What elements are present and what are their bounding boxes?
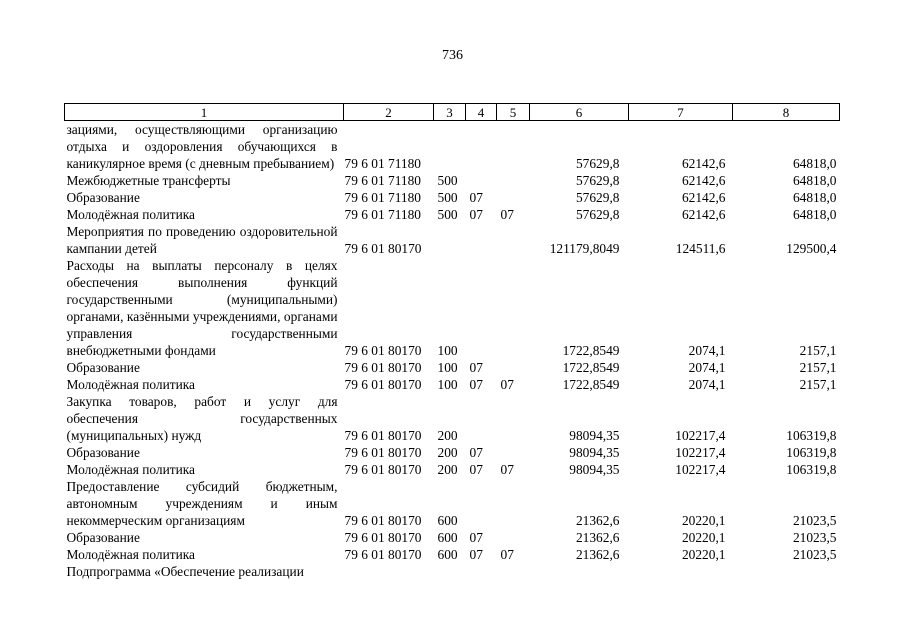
row-col-3 [434, 121, 466, 173]
row-col-4 [466, 121, 497, 173]
row-value-7: 20220,1 [681, 513, 726, 528]
table-row [65, 172, 840, 189]
header-col-5: 5 [497, 104, 530, 121]
row-col-5 [497, 172, 530, 189]
header-col-2: 2 [344, 104, 434, 121]
row-value-8: 64818,0 [792, 173, 837, 188]
row-value-8: 2157,1 [799, 377, 837, 392]
row-name: Молодёжная политика [66, 377, 196, 392]
row-col-5 [497, 563, 530, 580]
table-row [65, 393, 840, 444]
row-col-4: 07 [469, 207, 483, 222]
row-col-4: 07 [469, 360, 483, 375]
table-row [65, 563, 840, 580]
row-value-6: 57629,8 [575, 173, 620, 188]
table-row [65, 206, 840, 223]
row-code: 79 6 01 80170 [344, 462, 422, 477]
table-row [65, 376, 840, 393]
table-row [65, 546, 840, 563]
row-code: 79 6 01 80170 [344, 513, 422, 528]
row-value-8: 21023,5 [792, 530, 837, 545]
row-value-7: 62142,6 [681, 156, 726, 171]
row-value-6: 57629,8 [575, 207, 620, 222]
row-col-4 [466, 393, 497, 444]
row-col-3: 600 [437, 547, 458, 562]
row-value-7: 124511,6 [675, 241, 726, 256]
row-col-3: 500 [437, 173, 458, 188]
row-value-6 [530, 563, 629, 580]
row-value-7: 20220,1 [681, 530, 726, 545]
row-col-4: 07 [469, 462, 483, 477]
row-col-3: 500 [437, 190, 458, 205]
row-name: Молодёжная политика [66, 462, 196, 477]
header-col-6: 6 [530, 104, 629, 121]
row-col-5 [497, 444, 530, 461]
header-col-1: 1 [65, 104, 344, 121]
row-code: 79 6 01 80170 [344, 445, 422, 460]
row-value-7: 62142,6 [681, 207, 726, 222]
row-col-5 [497, 257, 530, 359]
row-value-6: 1722,8549 [562, 343, 620, 358]
table-row [65, 189, 840, 206]
row-value-7: 20220,1 [681, 547, 726, 562]
row-col-3: 600 [437, 513, 458, 528]
row-code: 79 6 01 80170 [344, 428, 422, 443]
row-value-8: 64818,0 [792, 207, 837, 222]
row-col-3: 100 [437, 360, 458, 375]
table-row [65, 444, 840, 461]
row-col-5 [497, 189, 530, 206]
row-col-5 [497, 529, 530, 546]
row-value-7: 102217,4 [675, 462, 726, 477]
table-row [65, 461, 840, 478]
row-value-6: 98094,35 [569, 428, 620, 443]
row-code: 79 6 01 71180 [344, 173, 421, 188]
row-value-6: 21362,6 [575, 547, 620, 562]
row-col-4: 07 [469, 547, 483, 562]
row-value-8: 2157,1 [799, 360, 837, 375]
row-code: 79 6 01 71180 [344, 207, 421, 222]
row-value-6: 1722,8549 [562, 360, 620, 375]
row-name: Расходы на выплаты персоналу в целях обеспечения выполнения функций государственными (муниципальными) органами, казёнными учреждениями, органами управления государственными внебюджетными фондами [66, 258, 338, 358]
row-value-8: 129500,4 [786, 241, 837, 256]
row-col-5: 07 [500, 377, 514, 392]
row-col-3: 100 [437, 377, 458, 392]
row-name: Образование [66, 360, 140, 375]
row-value-7: 2074,1 [688, 343, 726, 358]
row-value-8: 21023,5 [792, 547, 837, 562]
row-code: 79 6 01 80170 [344, 241, 422, 256]
row-col-4: 07 [469, 530, 483, 545]
row-value-6: 21362,6 [575, 513, 620, 528]
table-row [65, 359, 840, 376]
row-name: Межбюджетные трансферты [66, 173, 231, 188]
row-value-7: 62142,6 [681, 190, 726, 205]
row-value-8: 64818,0 [792, 156, 837, 171]
row-col-3: 500 [437, 207, 458, 222]
row-col-3: 200 [437, 445, 458, 460]
row-name: Закупка товаров, работ и услуг для обеспечения государственных (муниципальных) нужд [66, 394, 338, 443]
row-name: Образование [66, 190, 140, 205]
row-col-3 [434, 223, 466, 257]
table-row [65, 257, 840, 359]
row-name: Подпрограмма «Обеспечение реализации [66, 564, 304, 579]
row-col-4: 07 [469, 377, 483, 392]
row-name: Образование [66, 445, 140, 460]
table-row [65, 121, 840, 173]
header-col-8: 8 [733, 104, 840, 121]
table-row [65, 223, 840, 257]
table-row [65, 478, 840, 529]
row-code: 79 6 01 71180 [344, 190, 421, 205]
row-name: Мероприятия по проведению оздоровительной кампании детей [66, 224, 338, 256]
row-col-3: 600 [437, 530, 458, 545]
row-code: 79 6 01 80170 [344, 530, 422, 545]
table-body [65, 121, 840, 581]
row-value-8 [733, 563, 840, 580]
row-code: 79 6 01 80170 [344, 343, 422, 358]
row-col-3: 200 [437, 428, 458, 443]
row-value-6: 21362,6 [575, 530, 620, 545]
row-value-8: 106319,8 [786, 445, 837, 460]
row-value-8: 2157,1 [799, 343, 837, 358]
table-row [65, 529, 840, 546]
row-col-4 [466, 172, 497, 189]
row-col-5 [497, 223, 530, 257]
row-col-5 [497, 393, 530, 444]
header-col-4: 4 [466, 104, 497, 121]
row-value-8: 106319,8 [786, 428, 837, 443]
row-name: Молодёжная политика [66, 207, 196, 222]
row-value-7: 102217,4 [675, 445, 726, 460]
row-col-5: 07 [500, 547, 514, 562]
row-name: Предоставление субсидий бюджетным, автономным учреждениям и иным некоммерческим организациям [66, 479, 338, 528]
row-col-4 [466, 563, 497, 580]
row-col-3: 200 [437, 462, 458, 477]
row-value-6: 57629,8 [575, 156, 620, 171]
row-col-3: 100 [437, 343, 458, 358]
row-value-7: 102217,4 [675, 428, 726, 443]
row-value-6: 121179,8049 [549, 241, 620, 256]
row-code [344, 563, 434, 580]
row-code: 79 6 01 80170 [344, 547, 422, 562]
table-header-row [65, 104, 840, 121]
row-value-6: 98094,35 [569, 445, 620, 460]
row-name: Молодёжная политика [66, 547, 196, 562]
row-code: 79 6 01 80170 [344, 360, 422, 375]
row-value-7 [629, 563, 733, 580]
row-name: Образование [66, 530, 140, 545]
row-col-5 [497, 121, 530, 173]
row-col-4 [466, 223, 497, 257]
page-number: 736 [442, 48, 463, 63]
row-col-4: 07 [469, 190, 483, 205]
row-name: зациями, осуществляющими организацию отдыха и оздоровления обучающихся в каникулярное время (с дневным пребыванием) [66, 122, 338, 171]
row-col-5 [497, 478, 530, 529]
row-col-4 [466, 478, 497, 529]
row-col-5: 07 [500, 462, 514, 477]
row-value-8: 106319,8 [786, 462, 837, 477]
row-col-5: 07 [500, 207, 514, 222]
row-code: 79 6 01 71180 [344, 156, 421, 171]
row-col-4: 07 [469, 445, 483, 460]
row-col-4 [466, 257, 497, 359]
row-value-6: 57629,8 [575, 190, 620, 205]
row-value-6: 98094,35 [569, 462, 620, 477]
row-value-8: 64818,0 [792, 190, 837, 205]
row-value-7: 2074,1 [688, 377, 726, 392]
row-value-7: 62142,6 [681, 173, 726, 188]
header-col-3: 3 [434, 104, 466, 121]
row-value-7: 2074,1 [688, 360, 726, 375]
header-col-7: 7 [629, 104, 733, 121]
row-col-5 [497, 359, 530, 376]
row-code: 79 6 01 80170 [344, 377, 422, 392]
row-value-6: 1722,8549 [562, 377, 620, 392]
budget-table [64, 103, 840, 580]
row-value-8: 21023,5 [792, 513, 837, 528]
row-col-3 [434, 563, 466, 580]
